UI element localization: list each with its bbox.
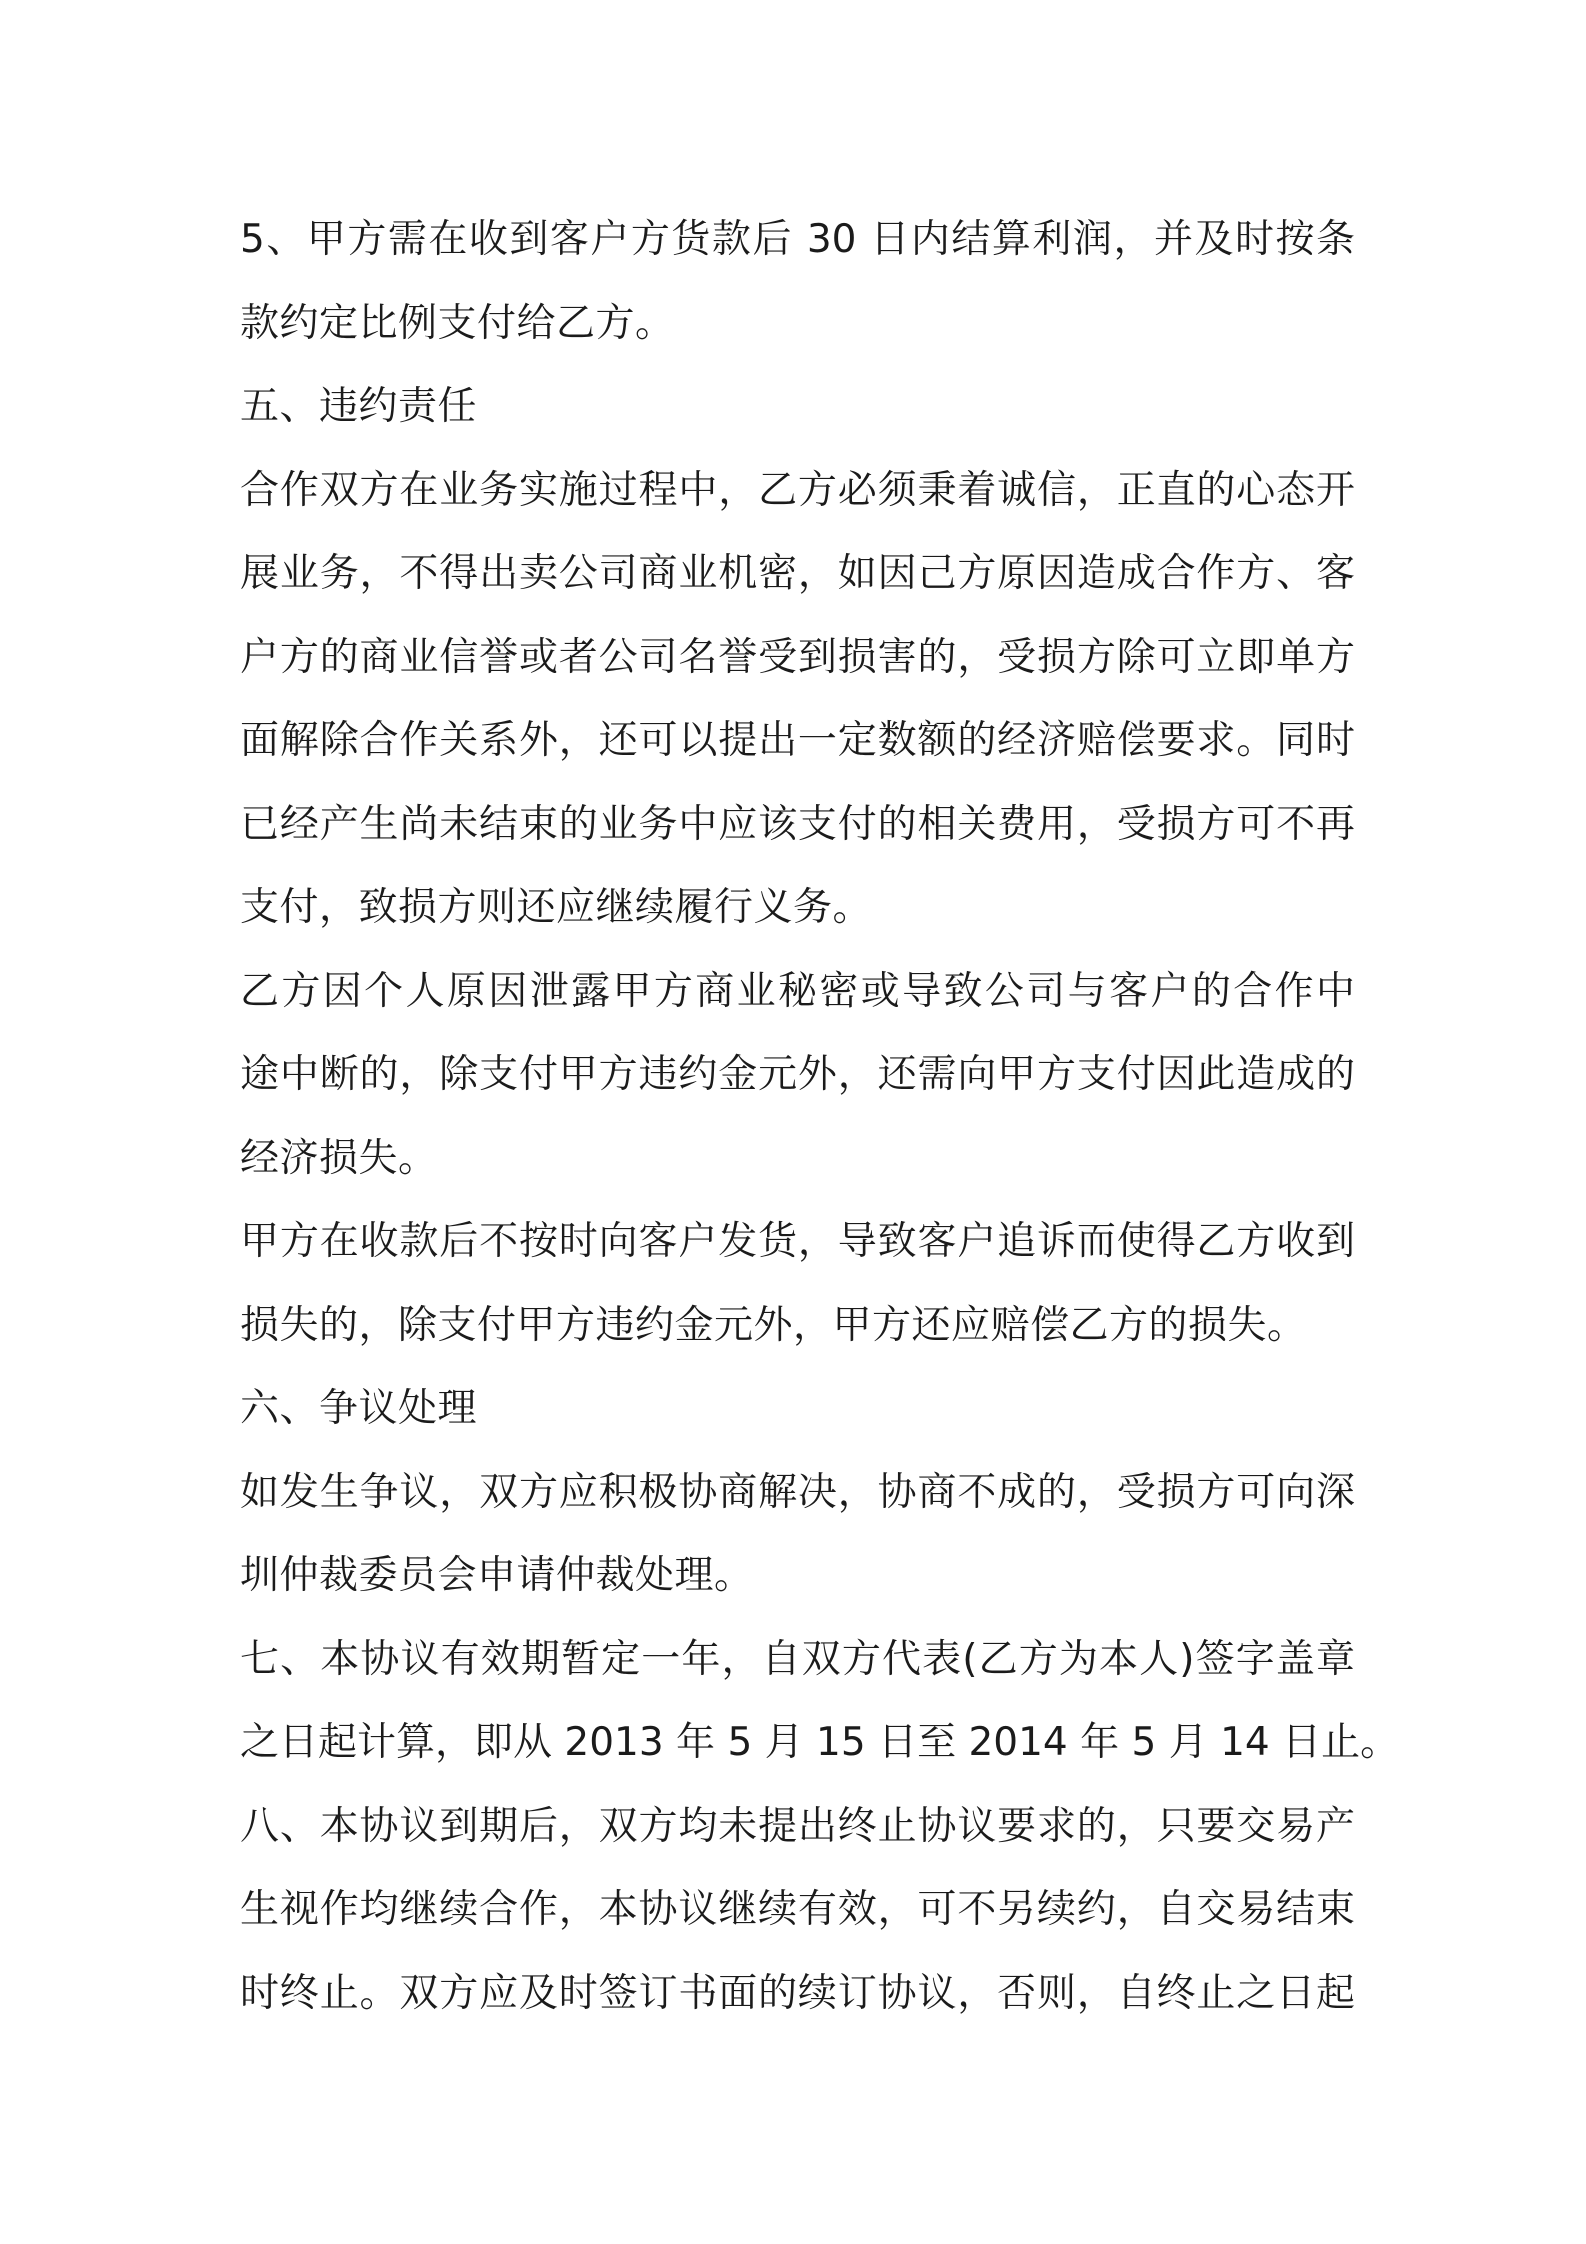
text-line: 户方的商业信誉或者公司名誉受到损害的，受损方除可立即单方: [240, 634, 1355, 680]
text-line: 如发生争议，双方应积极协商解决，协商不成的，受损方可向深: [240, 1469, 1355, 1515]
text-line: 七、本协议有效期暂定一年，自双方代表(乙方为本人)签字盖章: [240, 1636, 1355, 1682]
heading-line: 六、争议处理: [240, 1386, 478, 1431]
text-line: 展业务，不得出卖公司商业机密，如因己方原因造成合作方、客: [240, 551, 1355, 596]
text-line: 款约定比例支付给乙方。: [240, 300, 675, 346]
text-line: 甲方在收款后不按时向客户发货，导致客户追诉而使得乙方收到: [240, 1219, 1355, 1264]
clause-renewal: [240, 1785, 1355, 2036]
clause-profit-settlement: [240, 198, 1355, 365]
text-line: 之日起计算，即从 2013 年 5 月 15 日至 2014 年 5 月 14 日止。: [240, 1720, 1400, 1765]
breach-paragraph-3: [240, 1200, 1355, 1367]
heading-line: 五、违约责任: [240, 384, 478, 429]
clause-validity-period: [240, 1618, 1400, 1785]
text-line: 八、本协议到期后，双方均未提出终止协议要求的，只要交易产: [240, 1803, 1355, 1849]
text-line: 生视作均继续合作，本协议继续有效，可不另续约，自交易结束: [240, 1887, 1355, 1932]
text-line: 已经产生尚未结束的业务中应该支付的相关费用，受损方可不再: [240, 801, 1355, 847]
text-line: 合作双方在业务实施过程中，乙方必须秉着诚信，正直的心态开: [240, 467, 1355, 513]
section-heading-breach: [240, 365, 1355, 449]
text-line: 损失的，除支付甲方违约金元外，甲方还应赔偿乙方的损失。: [240, 1302, 1307, 1348]
text-line: 乙方因个人原因泄露甲方商业秘密或导致公司与客户的合作中: [240, 968, 1355, 1014]
text-line: 时终止。双方应及时签订书面的续订协议，否则，自终止之日起: [240, 1970, 1355, 2016]
text-line: 5、甲方需在收到客户方货款后 30 日内结算利润，并及时按条: [240, 217, 1355, 262]
text-line: 途中断的，除支付甲方违约金元外，还需向甲方支付因此造成的: [240, 1052, 1355, 1097]
text-line: 圳仲裁委员会申请仲裁处理。: [240, 1553, 754, 1598]
text-line: 经济损失。: [240, 1135, 438, 1181]
breach-paragraph-2: [240, 950, 1355, 1201]
contract-body: [240, 198, 1400, 2035]
dispute-paragraph: [240, 1451, 1355, 1618]
text-line: 支付，致损方则还应继续履行义务。: [240, 885, 873, 930]
section-heading-dispute: [240, 1367, 1355, 1451]
text-line: 面解除合作关系外，还可以提出一定数额的经济赔偿要求。同时: [240, 718, 1355, 763]
breach-paragraph-1: [240, 449, 1355, 950]
